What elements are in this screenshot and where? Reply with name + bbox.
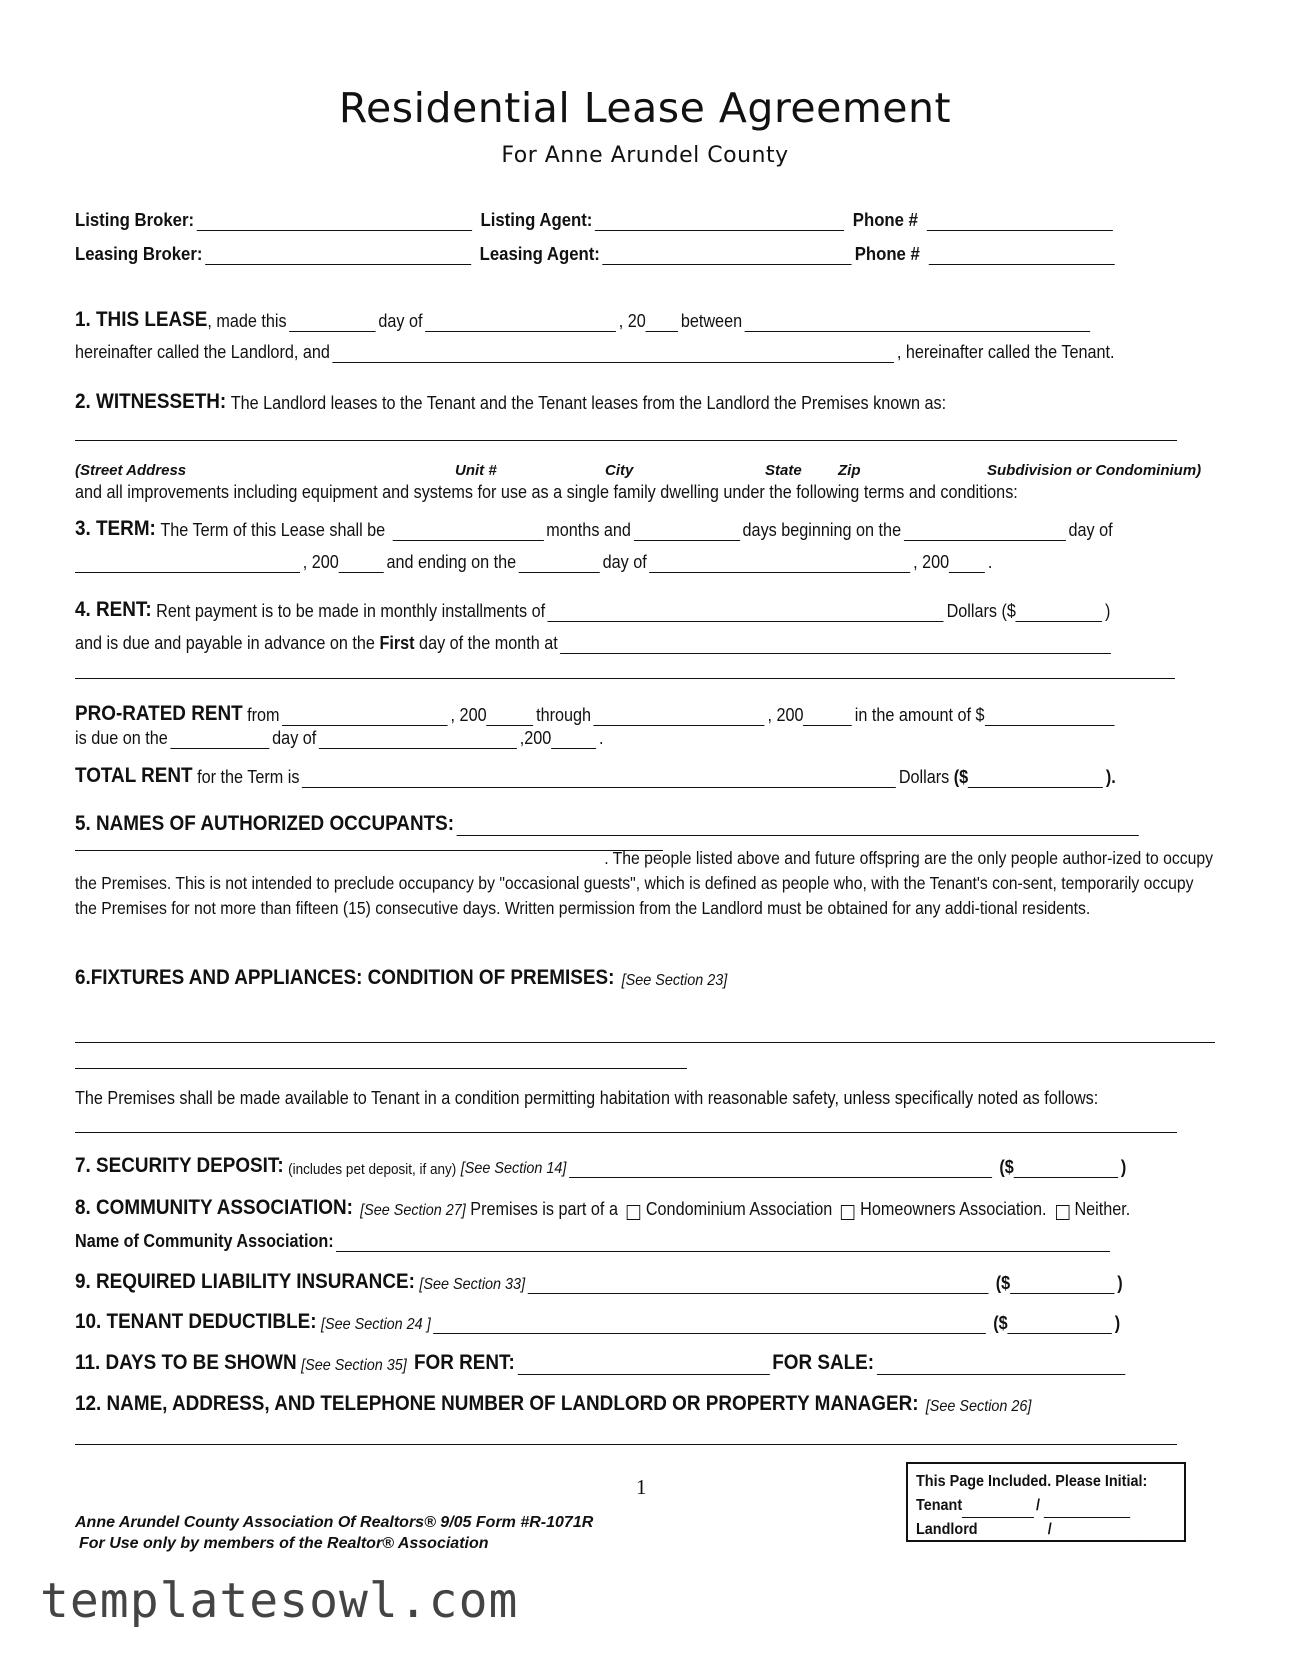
section-6-heading: 6.FIXTURES AND APPLIANCES: CONDITION OF PREMISES: [75,966,615,989]
section-7-heading: 7. SECURITY DEPOSIT: [75,1154,284,1177]
section-4-first-text: First [379,633,415,653]
section-3-text: days beginning on the [742,520,902,540]
section-1-row-1 [75,308,1093,332]
section-6-reference: [See Section 23] [621,972,728,989]
section-7-row [75,1154,1126,1178]
street-address-label: (Street Address [75,462,187,479]
section-2-row [75,390,946,414]
term-days-field[interactable] [634,522,740,541]
rent-payment-location-line-2[interactable] [75,678,1175,679]
prorated-text: , 200 [450,705,487,725]
prorated-through-field[interactable] [594,707,765,726]
premises-address-field[interactable] [75,440,1177,441]
liability-close: ) [1117,1273,1123,1293]
initials-title: This Page Included. Please Initial: [916,1473,1148,1490]
term-start-year-field[interactable] [339,554,384,573]
section-3-text: , 200 [302,552,339,572]
prorated-text: ,200 [519,728,552,748]
section-1-text: , made this [207,311,287,331]
leasing-phone-field[interactable] [929,246,1115,265]
liability-insurance-field[interactable] [528,1275,989,1294]
tenant-initials-row [916,1494,1150,1518]
leasing-broker-field[interactable] [205,246,471,265]
landlord-name-field[interactable] [745,313,1091,332]
section-1-text: day of [378,311,423,331]
listing-broker-row [75,210,1116,231]
section-3-text: day of [602,552,647,572]
section-6-text-row [75,1088,1098,1109]
site-watermark: templatesowl.com [40,1573,519,1629]
association-name-label: Name of Community Association: [75,1231,334,1251]
footer-form-info: Anne Arundel County Association Of Realtors® 9/05 Form #R-1071R [75,1514,594,1531]
liability-amount-field[interactable] [1010,1275,1114,1294]
section-4-heading: 4. RENT: [75,598,152,621]
section-6-text: The Premises shall be made available to Tenant in a condition permitting habitation with reasonable safety, unless specifically noted as follows: [75,1088,1099,1108]
section-5-paragraph: . The people listed above and future offspring are the only people author-ized to occupy the Premises. This is not intended to preclude occupancy by "occasional guests", which is defined as people who, with the Tenant's con-sent, temporarily occupy the Premises for not more than fifteen (15) consecutive days. Written permission from the Landlord must be obtained for any addi-tional residents. [75,848,1214,918]
section-3-heading: 3. TERM: [75,517,156,540]
initials-slash: / [1035,1497,1040,1514]
term-end-year-field[interactable] [949,554,985,573]
neither-option-label: Neither. [1074,1199,1131,1219]
leasing-agent-field[interactable] [603,246,852,265]
section-1-row-2 [75,342,1115,363]
fixtures-field-1[interactable] [75,1042,1215,1043]
neither-checkbox[interactable] [1056,1205,1070,1220]
leasing-phone-label: Phone # [854,244,920,264]
landlord-initials-row [916,1518,1150,1542]
prorated-rent-row-1 [75,702,1117,726]
days-for-rent-field[interactable] [518,1356,770,1375]
section-4-text: Dollars ($ [946,601,1016,621]
unit-label: Unit # [455,462,497,479]
section-9-reference: [See Section 33] [419,1276,526,1293]
section-1-text: hereinafter called the Landlord, and [75,342,330,362]
deductible-dollar-sign: ($ [993,1313,1008,1333]
leasing-agent-label: Leasing Agent: [479,244,600,264]
landlord-initials-field-1[interactable] [978,1525,1046,1542]
section-4-row-2 [75,633,1114,654]
section-4-text: day of the month at [419,633,558,653]
section-2-heading: 2. WITNESSETH: [75,390,227,413]
section-3-row-1 [75,517,1113,541]
prorated-text: from [247,705,280,725]
document-title: Residential Lease Agreement [338,84,952,132]
prorated-due-year-field[interactable] [551,730,596,749]
prorated-rent-row-2 [75,728,603,749]
association-name-field[interactable] [336,1233,1110,1252]
prorated-through-year-field[interactable] [803,707,852,726]
landlord-contact-field[interactable] [75,1444,1177,1445]
total-rent-heading: TOTAL RENT [75,764,193,787]
authorized-occupants-field[interactable] [457,817,1139,836]
document-subtitle: For Anne Arundel County [501,143,789,168]
section-3-text: , 200 [913,552,950,572]
leasing-broker-row [75,244,1118,265]
section-12-reference: [See Section 26] [925,1398,1032,1415]
section-9-row [75,1270,1123,1294]
prorated-from-field[interactable] [282,707,448,726]
term-end-month-field[interactable] [649,554,910,573]
term-start-day-field[interactable] [904,522,1066,541]
section-3-text: . [987,552,993,572]
prorated-due-day-field[interactable] [170,730,269,749]
lease-month-field[interactable] [425,313,616,332]
section-9-heading: 9. REQUIRED LIABILITY INSURANCE: [75,1270,415,1293]
section-1-text: , hereinafter called the Tenant. [896,342,1115,362]
prorated-rent-heading: PRO-RATED RENT [75,702,243,725]
total-rent-text: for the Term is [197,767,300,787]
city-label: City [605,462,634,479]
section-4-text: ) [1104,601,1111,621]
prorated-text: , 200 [767,705,804,725]
total-rent-words-field[interactable] [302,769,896,788]
lease-year-field[interactable] [646,313,678,332]
section-10-reference: [See Section 24 ] [321,1316,431,1333]
section-2-text: The Landlord leases to the Tenant and the Tenant leases from the Landlord the Premises known as: [230,393,947,413]
listing-agent-field[interactable] [595,212,844,231]
total-rent-dollar-sign: ($ [953,767,969,787]
prorated-due-month-field[interactable] [319,730,517,749]
section-7-small-text: (includes pet deposit, if any) [288,1161,457,1178]
section-3-text: and ending on the [386,552,517,572]
days-for-sale-field[interactable] [877,1356,1125,1375]
section-3-text: months and [546,520,631,540]
section-3-text: The Term of this Lease shall be [160,520,386,540]
deductible-amount-field[interactable] [1008,1315,1112,1334]
tenant-initials-label: Tenant [916,1497,963,1514]
section-1-heading: 1. THIS LEASE [75,308,208,331]
term-start-month-field[interactable] [75,554,300,573]
prorated-text: in the amount of $ [854,705,985,725]
liability-dollar-sign: ($ [995,1273,1011,1293]
subdivision-label: Subdivision or Condominium) [987,462,1202,479]
listing-phone-field[interactable] [927,212,1113,231]
listing-agent-label: Listing Agent: [480,210,593,230]
initials-slash: / [1047,1521,1052,1538]
section-12-row [75,1392,1031,1416]
section-5-row [75,812,1142,836]
association-name-row [75,1231,1113,1252]
total-rent-amount-field[interactable] [968,769,1103,788]
security-deposit-words-field[interactable] [569,1159,992,1178]
section-5-heading: 5. NAMES OF AUTHORIZED OCCUPANTS: [75,812,455,835]
tenant-initials-field-2[interactable] [1044,1501,1130,1518]
total-rent-close: ). [1105,767,1116,787]
condominium-checkbox[interactable] [627,1205,641,1220]
section-4-text: and is due and payable in advance on the [75,633,375,653]
section-12-heading: 12. NAME, ADDRESS, AND TELEPHONE NUMBER OF LANDLORD OR PROPERTY MANAGER: [75,1392,919,1415]
tenant-name-field[interactable] [333,344,895,363]
section-2-text: and all improvements including equipment and systems for use as a single family dwelling under the following terms and conditions: [75,482,1018,502]
term-months-field[interactable] [392,522,543,541]
section-11-heading: 11. DAYS TO BE SHOWN [75,1351,297,1374]
condominium-option-label: Condominium Association [645,1199,833,1219]
lease-day-field[interactable] [289,313,375,332]
section-10-row [75,1310,1120,1334]
leasing-broker-label: Leasing Broker: [75,244,203,264]
section-4-text: Rent payment is to be made in monthly installments of [156,601,546,621]
section-8-reference: [See Section 27] [360,1202,466,1219]
monthly-rent-amount-field[interactable] [1016,603,1102,622]
state-label: State [765,462,802,479]
zip-label: Zip [838,462,861,479]
tenant-deductible-field[interactable] [433,1315,986,1334]
listing-phone-label: Phone # [852,210,918,230]
section-6-row [75,966,727,990]
section-2-text-2 [75,482,1018,503]
section-1-text: , 20 [618,311,646,331]
section-8-heading: 8. COMMUNITY ASSOCIATION: [75,1196,353,1219]
total-rent-row [75,764,1116,788]
section-1-text: between [680,311,743,331]
prorated-text: is due on the [75,728,168,748]
deductible-close: ) [1114,1313,1121,1333]
premises-condition-notes-field[interactable] [75,1132,1177,1133]
for-rent-label: FOR RENT: [414,1351,515,1374]
prorated-amount-field[interactable] [984,707,1114,726]
section-4-row-1 [75,598,1110,622]
term-end-day-field[interactable] [519,554,600,573]
prorated-text: . [598,728,604,748]
section-11-row [75,1351,1128,1375]
security-deposit-close: ) [1120,1157,1127,1177]
section-3-text: day of [1068,520,1113,540]
footer-usage-note: For Use only by members of the Realtor® Association [79,1535,489,1552]
prorated-text: through [536,705,592,725]
section-7-reference: [See Section 14] [460,1160,567,1177]
landlord-initials-field-2[interactable] [1055,1525,1141,1542]
homeowners-option-label: Homeowners Association. [860,1199,1047,1219]
total-rent-text: Dollars [898,767,950,787]
prorated-from-year-field[interactable] [487,707,534,726]
homeowners-checkbox[interactable] [841,1205,855,1220]
page-number: 1 [636,1475,647,1499]
initials-box [906,1462,1186,1542]
section-11-reference: [See Section 35] [301,1357,407,1374]
tenant-initials-field-1[interactable] [962,1501,1034,1518]
section-3-row-2 [75,552,992,573]
prorated-text: day of [272,728,317,748]
listing-broker-field[interactable] [197,212,472,231]
rent-payment-location-field[interactable] [560,635,1111,654]
section-8-row [75,1196,1130,1220]
fixtures-field-2[interactable] [75,1068,687,1069]
landlord-initials-label: Landlord [916,1521,978,1538]
monthly-rent-words-field[interactable] [548,603,944,622]
listing-broker-label: Listing Broker: [75,210,195,230]
for-sale-label: FOR SALE: [772,1351,875,1374]
section-8-text: Premises is part of a [470,1199,618,1219]
security-deposit-amount-field[interactable] [1014,1159,1118,1178]
security-deposit-dollar-sign: ($ [999,1157,1014,1177]
section-10-heading: 10. TENANT DEDUCTIBLE: [75,1310,317,1333]
